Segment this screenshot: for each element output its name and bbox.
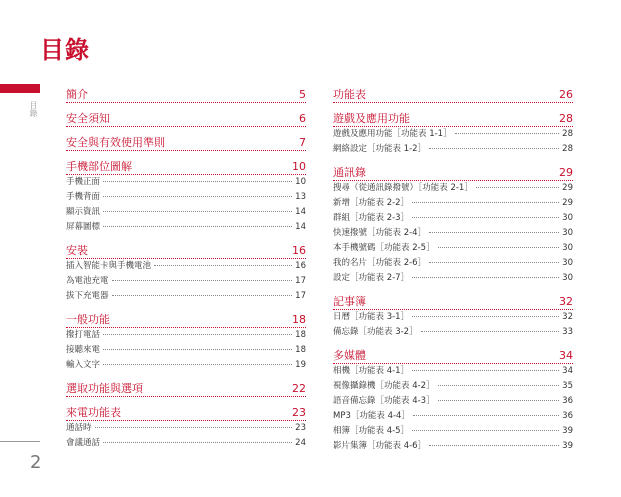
toc-entry-page: 17 — [295, 291, 306, 301]
toc-entry[interactable] — [333, 127, 573, 142]
toc-entry-page: 30 — [562, 213, 573, 223]
toc-section-title: 安全與有效使用準則 — [66, 136, 165, 149]
toc-entry-page: 29 — [562, 198, 573, 208]
toc-entry-page: 30 — [562, 228, 573, 238]
toc-dot-leader — [103, 442, 292, 443]
toc-entry[interactable] — [333, 142, 573, 157]
toc-entry[interactable] — [333, 196, 573, 211]
toc-entry-title: 手機正面 — [66, 177, 101, 187]
toc-dot-leader — [429, 232, 559, 233]
toc-dot-leader — [412, 217, 559, 218]
toc-entry-title: 相機［功能表 4-1］ — [333, 366, 410, 376]
toc-dot-leader — [421, 331, 560, 332]
toc-dot-leader — [412, 370, 559, 371]
toc-entry-title: MP3［功能表 4-4］ — [333, 411, 410, 421]
toc-entry-title: 接聽來電 — [66, 345, 101, 355]
toc-entry-page: 29 — [562, 183, 573, 193]
toc-section[interactable] — [333, 110, 573, 127]
side-accent-bar — [0, 84, 40, 93]
toc-section-title: 多媒體 — [333, 349, 366, 362]
toc-dot-leader — [154, 265, 292, 266]
toc-entry-page: 28 — [562, 144, 573, 154]
toc-section-page: 10 — [292, 160, 306, 173]
toc-entry-page: 36 — [562, 411, 573, 421]
toc-entry-title: 設定［功能表 2-7］ — [333, 273, 410, 283]
toc-entry[interactable] — [66, 175, 306, 190]
toc-entry-page: 14 — [295, 207, 306, 217]
toc-entry-page: 10 — [295, 177, 306, 187]
toc-entry-page: 23 — [295, 423, 306, 433]
toc-entry[interactable] — [66, 343, 306, 358]
toc-dot-leader — [429, 445, 559, 446]
toc-entry[interactable] — [333, 181, 573, 196]
toc-entry[interactable] — [333, 409, 573, 424]
toc-entry[interactable] — [333, 241, 573, 256]
toc-entry[interactable] — [333, 256, 573, 271]
toc-entry-page: 30 — [562, 243, 573, 253]
page-title: 目錄 — [40, 36, 90, 64]
toc-entry-title: 新增［功能表 2-2］ — [333, 198, 410, 208]
toc-section[interactable] — [333, 86, 573, 103]
toc-section-title: 安全須知 — [66, 112, 110, 125]
toc-entry-page: 14 — [295, 222, 306, 232]
toc-dot-leader — [103, 196, 292, 197]
toc-dot-leader — [412, 277, 559, 278]
toc-entry[interactable] — [66, 259, 306, 274]
toc-entry-page: 39 — [562, 426, 573, 436]
toc-entry-title: 屏幕圖標 — [66, 222, 101, 232]
toc-left-column — [66, 86, 306, 451]
toc-entry[interactable] — [66, 220, 306, 235]
toc-entry-page: 19 — [295, 360, 306, 370]
toc-entry-title: 相簿［功能表 4-5］ — [333, 426, 410, 436]
toc-entry-page: 30 — [562, 273, 573, 283]
toc-dot-leader — [103, 211, 292, 212]
toc-dot-leader — [95, 427, 293, 428]
toc-section-title: 記事簿 — [333, 295, 366, 308]
toc-entry-title: 拔下充電器 — [66, 291, 109, 301]
side-label: 目錄 — [29, 101, 38, 117]
toc-dot-leader — [438, 385, 560, 386]
toc-dot-leader — [103, 364, 292, 365]
toc-entry-title: 遊戲及應用功能［功能表 1-1］ — [333, 129, 452, 139]
toc-entry[interactable] — [333, 211, 573, 226]
toc-dot-leader — [112, 280, 293, 281]
toc-dot-leader — [103, 334, 292, 335]
toc-dot-leader — [412, 316, 559, 317]
toc-section[interactable] — [333, 164, 573, 181]
toc-entry-page: 18 — [295, 345, 306, 355]
toc-entry-page: 18 — [295, 330, 306, 340]
toc-entry[interactable] — [66, 328, 306, 343]
toc-entry-title: 快速撥號［功能表 2-4］ — [333, 228, 427, 238]
toc-dot-leader — [103, 181, 292, 182]
toc-dot-leader — [412, 430, 559, 431]
toc-section-title: 手機部位圖解 — [66, 160, 132, 173]
toc-dot-leader — [429, 262, 559, 263]
toc-section-page: 28 — [559, 112, 573, 125]
toc-dot-leader — [438, 400, 560, 401]
toc-entry-page: 32 — [562, 312, 573, 322]
toc-entry[interactable] — [333, 310, 573, 325]
toc-entry-title: 輸入文字 — [66, 360, 101, 370]
toc-entry-page: 36 — [562, 396, 573, 406]
toc-entry-title: 日曆［功能表 3-1］ — [333, 312, 410, 322]
toc-entry-title: 備忘錄［功能表 3-2］ — [333, 327, 418, 337]
toc-entry-title: 插入智能卡與手機電池 — [66, 261, 152, 271]
toc-entry-page: 39 — [562, 441, 573, 451]
toc-entry-page: 28 — [562, 129, 573, 139]
toc-dot-leader — [429, 148, 559, 149]
toc-entry-page: 35 — [562, 381, 573, 391]
page-number: 2 — [30, 452, 42, 473]
toc-entry[interactable] — [333, 325, 573, 340]
toc-entry-title: 網絡設定［功能表 1-2］ — [333, 144, 427, 154]
toc-dot-leader — [413, 415, 559, 416]
toc-entry-title: 撥打電話 — [66, 330, 101, 340]
toc-section[interactable] — [66, 134, 306, 151]
toc-section-title: 一般功能 — [66, 313, 110, 326]
toc-entry-title: 手機背面 — [66, 192, 101, 202]
toc-section[interactable] — [66, 110, 306, 127]
toc-dot-leader — [412, 202, 559, 203]
toc-section-title: 簡介 — [66, 88, 88, 101]
toc-entry-page: 16 — [295, 261, 306, 271]
toc-entry[interactable] — [66, 289, 306, 304]
footer-rule — [0, 441, 40, 442]
toc-section-title: 來電功能表 — [66, 406, 121, 419]
toc-entry[interactable] — [66, 436, 306, 451]
toc-section-page: 26 — [559, 88, 573, 101]
toc-entry-title: 我的名片［功能表 2-6］ — [333, 258, 427, 268]
toc-entry-title: 視像攝錄機［功能表 4-2］ — [333, 381, 435, 391]
toc-dot-leader — [438, 247, 560, 248]
toc-section-page: 29 — [559, 166, 573, 179]
toc-section-title: 選取功能與選項 — [66, 382, 143, 395]
toc-entry-title: 會議通話 — [66, 438, 101, 448]
toc-entry[interactable] — [333, 439, 573, 454]
toc-section-title: 通訊錄 — [333, 166, 366, 179]
toc-section-title: 功能表 — [333, 88, 366, 101]
toc-section-page: 7 — [299, 136, 306, 149]
toc-entry-title: 通話時 — [66, 423, 92, 433]
toc-entry-page: 33 — [562, 327, 573, 337]
toc-section-page: 16 — [292, 244, 306, 257]
toc-section-title: 遊戲及應用功能 — [333, 112, 410, 125]
toc-dot-leader — [103, 226, 292, 227]
toc-dot-leader — [476, 187, 559, 188]
toc-section[interactable] — [66, 86, 306, 103]
toc-right-column — [333, 86, 573, 454]
toc-dot-leader — [112, 295, 293, 296]
toc-section[interactable] — [66, 380, 306, 397]
toc-entry[interactable] — [66, 274, 306, 289]
toc-entry-page: 30 — [562, 258, 573, 268]
toc-entry-page: 17 — [295, 276, 306, 286]
toc-entry[interactable] — [333, 271, 573, 286]
toc-section[interactable] — [333, 293, 573, 310]
toc-entry[interactable] — [66, 421, 306, 436]
toc-dot-leader — [455, 133, 560, 134]
toc-section-title: 安裝 — [66, 244, 88, 257]
toc-entry[interactable] — [333, 379, 573, 394]
toc-entry[interactable] — [66, 190, 306, 205]
toc-section-page: 18 — [292, 313, 306, 326]
toc-section[interactable] — [333, 347, 573, 364]
toc-entry[interactable] — [333, 226, 573, 241]
toc-entry[interactable] — [66, 205, 306, 220]
toc-entry-title: 顯示資訊 — [66, 207, 101, 217]
toc-entry-page: 13 — [295, 192, 306, 202]
toc-entry-title: 語音備忘錄［功能表 4-3］ — [333, 396, 435, 406]
toc-entry-title: 影片集簿［功能表 4-6］ — [333, 441, 427, 451]
toc-entry-page: 34 — [562, 366, 573, 376]
toc-entry-page: 24 — [295, 438, 306, 448]
toc-section-page: 23 — [292, 406, 306, 419]
toc-entry[interactable] — [66, 358, 306, 373]
toc-section-page: 22 — [292, 382, 306, 395]
toc-entry-title: 為電池充電 — [66, 276, 109, 286]
toc-section-page: 5 — [299, 88, 306, 101]
toc-entry-title: 群組［功能表 2-3］ — [333, 213, 410, 223]
toc-entry[interactable] — [333, 394, 573, 409]
toc-section-page: 32 — [559, 295, 573, 308]
toc-entry-title: 搜尋（從通訊錄撥號）［功能表 2-1］ — [333, 183, 473, 193]
toc-section-page: 6 — [299, 112, 306, 125]
toc-section[interactable] — [66, 242, 306, 259]
toc-section[interactable] — [66, 311, 306, 328]
toc-entry[interactable] — [333, 424, 573, 439]
toc-dot-leader — [103, 349, 292, 350]
toc-entry[interactable] — [333, 364, 573, 379]
toc-section[interactable] — [66, 158, 306, 175]
toc-section[interactable] — [66, 404, 306, 421]
toc-section-page: 34 — [559, 349, 573, 362]
toc-entry-title: 本手機號碼［功能表 2-5］ — [333, 243, 435, 253]
